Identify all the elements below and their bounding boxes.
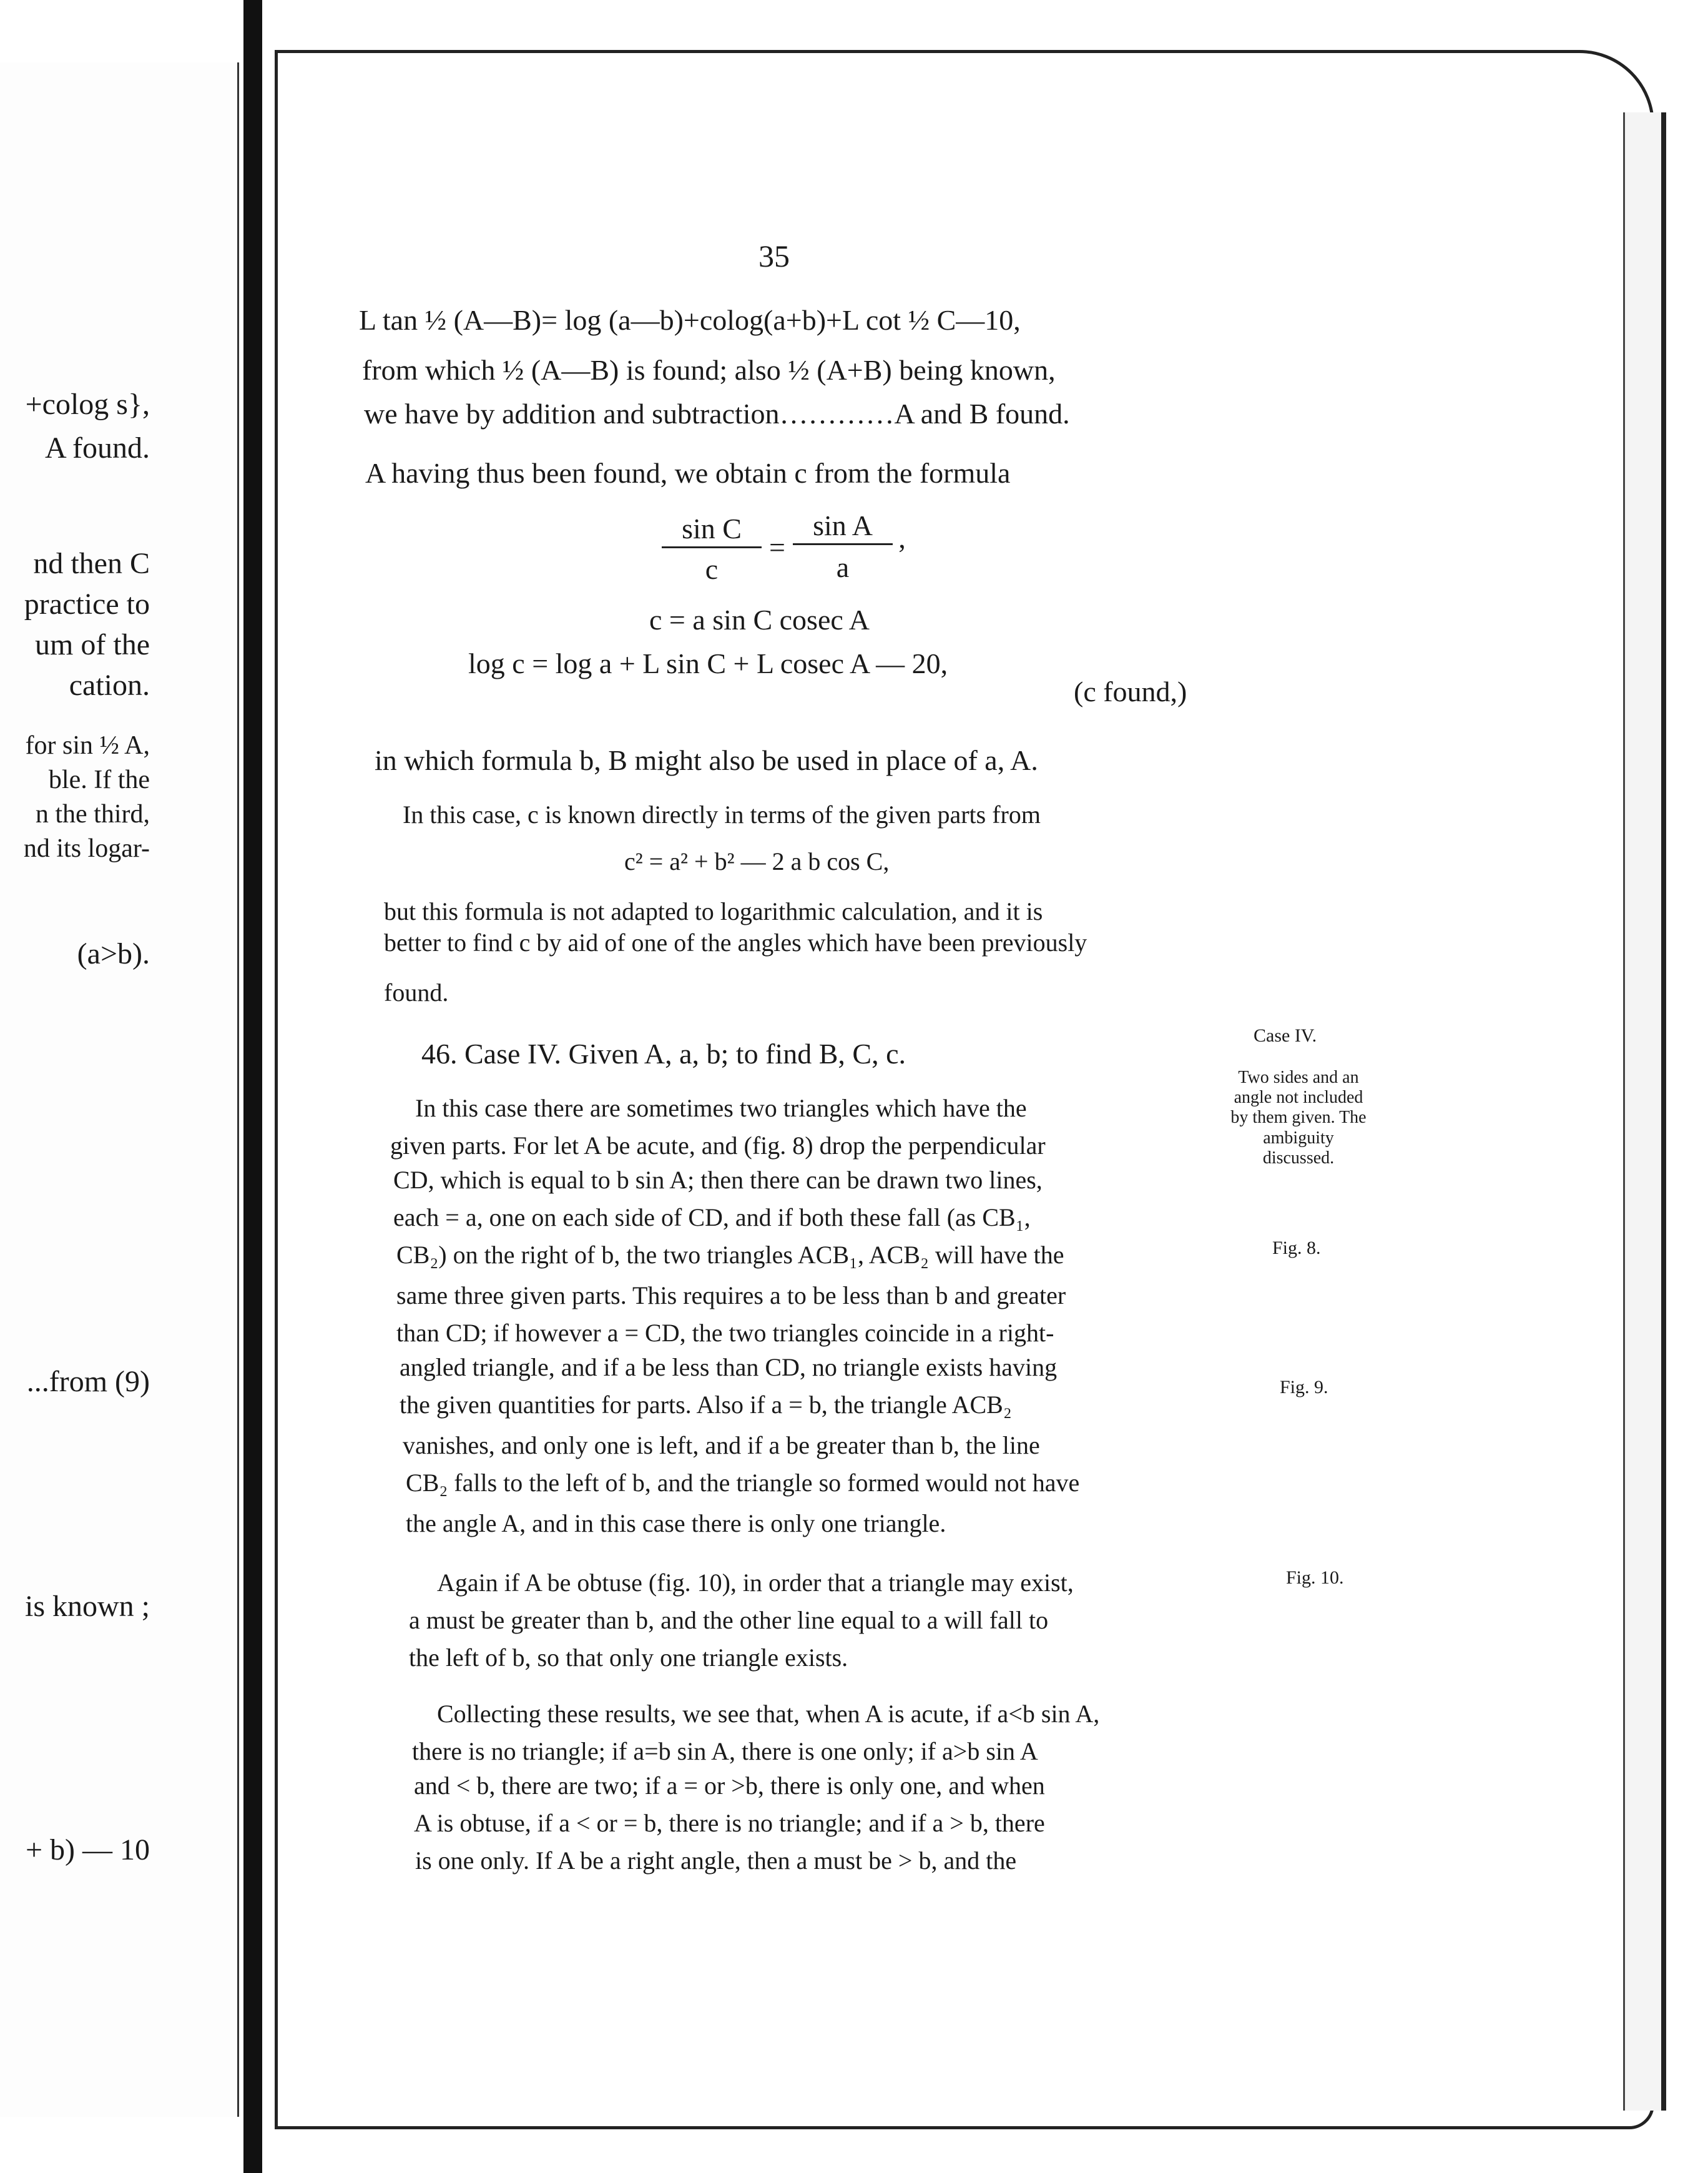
text-line: c² = a² + b² — 2 a b cos C, xyxy=(624,847,890,875)
left-line: for sin ½ A, xyxy=(25,731,150,760)
text-line: A is obtuse, if a < or = b, there is no triangle; and if a > b, there xyxy=(414,1809,1045,1837)
text-line: log c = log a + L sin C + L cosec A — 20, xyxy=(468,648,948,679)
text-line: CD, which is equal to b sin A; then there can be drawn two lines, xyxy=(393,1166,1043,1194)
fraction-bar xyxy=(662,546,762,548)
left-line: +colog s}, xyxy=(25,388,150,421)
left-line: ble. If the xyxy=(48,766,150,794)
left-line: practice to xyxy=(24,588,150,621)
left-line: is known ; xyxy=(24,1590,150,1623)
text-line: the left of b, so that only one triangle exists. xyxy=(409,1643,848,1672)
left-page xyxy=(0,62,239,2117)
text-line: a must be greater than b, and the other line equal to a will fall to xyxy=(409,1606,1049,1634)
text-line: same three given parts. This requires a to be less than b and greater xyxy=(396,1281,1066,1309)
fraction-denominator: a xyxy=(836,551,850,583)
text-line: Again if A be obtuse (fig. 10), in order that a triangle may exist, xyxy=(437,1569,1074,1597)
margin-note-fig10: Fig. 10. xyxy=(1286,1567,1344,1588)
text-line: L tan ½ (A—B)= log (a—b)+colog(a+b)+L cot ½ C—10, xyxy=(359,304,1021,336)
left-line: um of the xyxy=(35,628,150,661)
text-line: the angle A, and in this case there is only one triangle. xyxy=(406,1509,946,1537)
fraction-denominator: c xyxy=(705,553,719,585)
fraction-numerator: sin C xyxy=(682,513,742,544)
margin-note-fig9: Fig. 9. xyxy=(1280,1377,1328,1397)
text-line: there is no triangle; if a=b sin A, there is one only; if a>b sin A xyxy=(412,1737,1038,1765)
left-line: ...from (9) xyxy=(26,1365,150,1398)
text-line: vanishes, and only one is left, and if a be greater than b, the line xyxy=(403,1431,1040,1459)
book-spine xyxy=(243,0,262,2173)
text-line: (c found,) xyxy=(1074,676,1187,707)
text-line: Collecting these results, we see that, when A is acute, if a<b sin A, xyxy=(437,1700,1100,1728)
text-line: better to find c by aid of one of the angles which have been previously xyxy=(384,929,1087,957)
text-line: but this formula is not adapted to logarithmic calculation, and it is xyxy=(384,897,1043,925)
text-line: c = a sin C cosec A xyxy=(649,604,870,636)
text-line: and < b, there are two; if a = or >b, there is only one, and when xyxy=(414,1771,1045,1800)
text-line: in which formula b, B might also be used in place of a, A. xyxy=(375,744,1038,776)
left-line: (a>b). xyxy=(77,937,150,970)
left-line: cation. xyxy=(69,669,150,702)
left-line: nd its logar- xyxy=(23,834,150,863)
fraction-numerator: sin A xyxy=(813,510,873,541)
margin-note-case-iv: Case IV. xyxy=(1254,1025,1317,1046)
text-line: the given quantities for parts. Also if a = b, the triangle ACB₂ xyxy=(400,1391,1012,1419)
text-line: each = a, one on each side of CD, and if both these fall (as CB₁, xyxy=(393,1203,1031,1231)
text-line: CB₂ falls to the left of b, and the triangle so formed would not have xyxy=(406,1469,1080,1497)
left-line: + b) — 10 xyxy=(25,1833,150,1866)
fraction-bar xyxy=(793,543,893,545)
text-line: A having thus been found, we obtain c from the formula xyxy=(365,457,1011,489)
comma: , xyxy=(898,522,906,554)
text-line: found. xyxy=(384,978,449,1007)
text-line: we have by addition and subtraction…………A and B found. xyxy=(364,398,1070,430)
text-line: In this case, c is known directly in terms of the given parts from xyxy=(403,801,1041,829)
text-line: than CD; if however a = CD, the two triangles coincide in a right- xyxy=(396,1319,1054,1347)
text-line: is one only. If A be a right angle, then a must be > b, and the xyxy=(415,1846,1017,1875)
left-line: nd then C xyxy=(33,547,150,580)
text-line: given parts. For let A be acute, and (fig. 8) drop the perpendicular xyxy=(390,1131,1046,1160)
text-line: CB₂) on the right of b, the two triangles ACB₁, ACB₂ will have the xyxy=(396,1241,1064,1269)
equals-sign: = xyxy=(769,531,785,563)
left-line: A found. xyxy=(45,431,150,465)
text-line: In this case there are sometimes two triangles which have the xyxy=(415,1094,1027,1122)
text-line: from which ½ (A—B) is found; also ½ (A+B) being known, xyxy=(362,354,1056,386)
page-edge xyxy=(1623,112,1666,2111)
margin-note-ambiguity: Two sides and an angle not included by them given. The ambiguity discussed. xyxy=(1230,1068,1367,1168)
text-line: 46. Case IV. Given A, a, b; to find B, C, c. xyxy=(421,1038,906,1070)
left-line: n the third, xyxy=(35,800,150,829)
page-number: 35 xyxy=(758,239,790,273)
margin-note-fig8: Fig. 8. xyxy=(1272,1238,1321,1258)
text-line: angled triangle, and if a be less than CD, no triangle exists having xyxy=(400,1353,1058,1381)
